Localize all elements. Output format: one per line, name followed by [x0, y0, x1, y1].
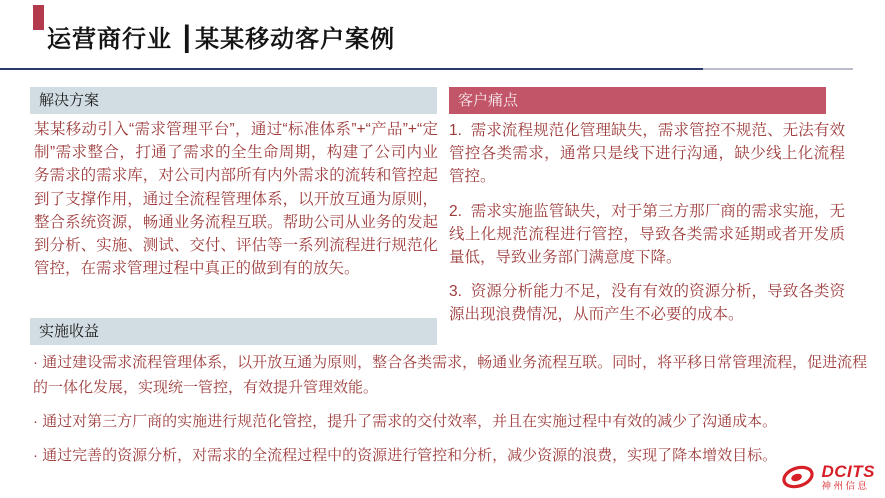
pain-points-section-header [449, 87, 826, 114]
title-divider [0, 68, 703, 70]
dcits-logo [779, 462, 876, 492]
pain-points-header-label: 客户痛点 [458, 92, 519, 109]
pain-point-item: 3. 资源分析能力不足，没有有效的资源分析，导致各类资源出现浪费情况，从而产生不必要的成本。 [449, 283, 845, 324]
solution-header-label: 解决方案 [39, 92, 100, 109]
dcits-company-name: 神州信息 [821, 480, 870, 492]
benefits-section-header [30, 318, 437, 345]
page-title: 运营商行业 ┃某某移动客户案例 [47, 26, 396, 53]
pain-point-item: 1. 需求流程规范化管理缺失，需求管控不规范、无法有效管控各类需求，通常只是线下进行沟通，缺少线上化流程管控。 [449, 122, 845, 186]
title-divider-light [703, 68, 853, 70]
pain-point-item: 2. 需求实施监管缺失，对于第三方那厂商的需求实施，无线上化规范流程进行管控，导致各类需求延期或者开发质量低，导致业务部门满意度下降。 [449, 202, 845, 267]
solution-section-header [30, 87, 437, 114]
benefit-item: · 通过对第三方厂商的实施进行规范化管控，提升了需求的交付效率，并且在实施过程中有效的减少了沟通成本。 [33, 413, 778, 430]
solution-body-text: 某某移动引入“需求管理平台”，通过“标准体系”+“产品”+“定制”需求整合，打通了需求的全生命周期，构建了公司内业务需求的需求库，对公司内部所有内外需求的流转和管控起到了支撑作用，通过全流程管理体系，以开放互通为原则，整合系统资源，畅通业务流程互联。帮助公司从业务的发起到分析、实施、测试、交付、评估等一系列流程进行规范化管控，在需求管理过程中真正的做到有的放矢。 [34, 121, 438, 278]
benefit-item: · 通过建设需求流程管理体系，以开放互通为原则，整合各类需求，畅通业务流程互联。同时，将平移日常管理流程，促进流程的一体化发展，实现统一管控，有效提升管理效能。 [33, 354, 868, 396]
dcits-brand-name: DCITS [821, 461, 875, 481]
benefit-item: · 通过完善的资源分析，对需求的全流程过程中的资源进行管控和分析，减少资源的浪费，实现了降本增效目标。 [33, 447, 778, 464]
benefits-header-label: 实施收益 [39, 323, 100, 340]
benefits-list [33, 350, 873, 477]
title-accent-bar [33, 5, 44, 30]
dcits-logo-text [822, 463, 876, 492]
dcits-swirl-icon [779, 462, 817, 492]
pain-points-list [449, 119, 845, 338]
